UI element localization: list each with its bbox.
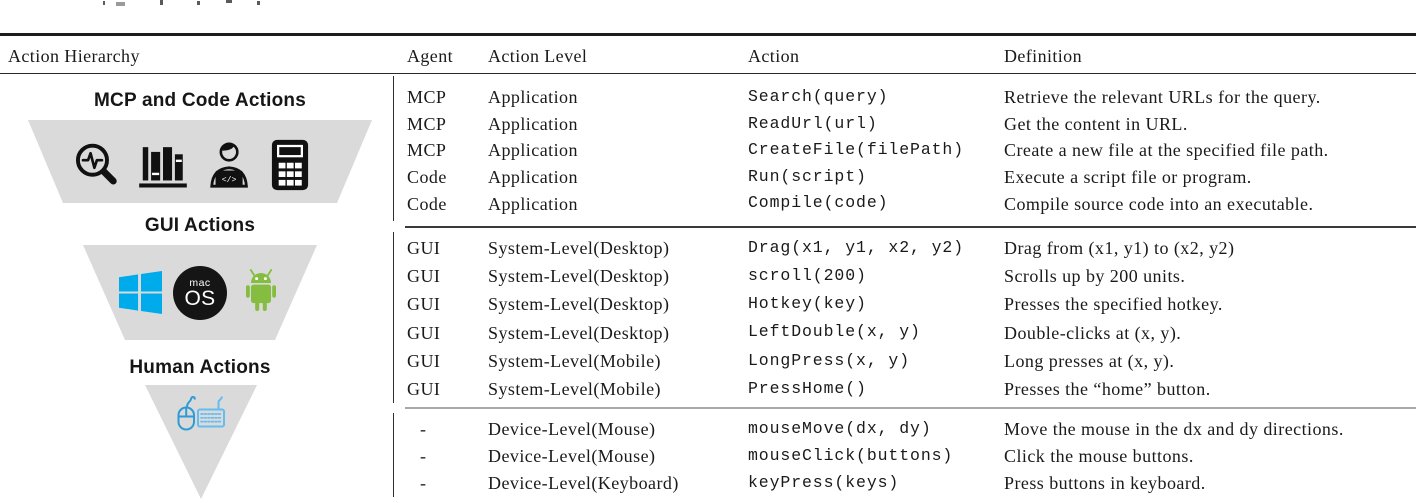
cell-action: LeftDouble(x, y) <box>748 322 921 342</box>
table-row <box>407 164 1414 191</box>
books-icon <box>138 139 188 191</box>
cell-definition: Click the mouse buttons. <box>1004 446 1194 467</box>
cell-agent: MCP <box>407 87 447 108</box>
cell-action-level: Device-Level(Mouse) <box>488 446 656 467</box>
calculator-icon <box>267 139 313 191</box>
svg-text:</>: </> <box>221 175 237 185</box>
cell-action-level: System-Level(Mobile) <box>488 350 661 371</box>
cell-action-level: Application <box>488 87 578 108</box>
macos-logo-os-text: OS <box>184 286 216 310</box>
column-divider-segment-3 <box>393 413 394 497</box>
cell-action-level: Device-Level(Mouse) <box>488 419 656 440</box>
cell-definition: Drag from (x1, y1) to (x2, y2) <box>1004 238 1235 259</box>
header-definition: Definition <box>1004 46 1082 66</box>
macos-logo-mac-text: mac <box>189 276 211 289</box>
table-group-device <box>407 416 1414 497</box>
cell-agent: GUI <box>407 322 441 343</box>
cell-action-level: Application <box>488 140 578 161</box>
cell-definition: Press buttons in keyboard. <box>1004 473 1206 494</box>
cell-definition: Presses the specified hotkey. <box>1004 294 1223 315</box>
table-row <box>407 290 1414 318</box>
cell-action-level: System-Level(Mobile) <box>488 379 661 400</box>
table-row <box>407 443 1414 470</box>
table-row <box>407 137 1414 164</box>
cell-agent: Code <box>407 167 447 188</box>
cell-agent: - <box>420 419 427 440</box>
search-pulse-icon <box>71 138 119 190</box>
cell-action-level: Application <box>488 167 578 188</box>
table-row <box>407 262 1414 290</box>
cell-agent: GUI <box>407 379 441 400</box>
cell-action-level: System-Level(Desktop) <box>488 294 670 315</box>
table-row <box>407 111 1414 138</box>
android-logo <box>237 266 285 314</box>
cell-definition: Scrolls up by 200 units. <box>1004 266 1186 287</box>
cell-action: mouseClick(buttons) <box>748 446 954 466</box>
developer-icon <box>202 137 254 192</box>
table-group-mcp-code <box>407 84 1414 217</box>
group-separator-rule-2 <box>405 407 1416 410</box>
table-row <box>407 190 1414 217</box>
cell-action-level: System-Level(Desktop) <box>488 238 670 259</box>
cell-action: Drag(x1, y1, x2, y2) <box>748 237 965 257</box>
cell-action: keyPress(keys) <box>748 472 900 492</box>
table-group-gui <box>407 234 1414 403</box>
cell-definition: Retrieve the relevant URLs for the query. <box>1004 87 1321 108</box>
cell-definition: Get the content in URL. <box>1004 113 1188 134</box>
cell-definition: Compile source code into an executable. <box>1004 193 1314 214</box>
group-separator-rule-1 <box>405 226 1416 228</box>
table-row <box>407 319 1414 347</box>
cell-action: PressHome() <box>748 378 867 398</box>
cell-action-level: Application <box>488 113 578 134</box>
cell-definition: Presses the “home” button. <box>1004 379 1211 400</box>
cell-action: scroll(200) <box>748 266 867 286</box>
table-row <box>407 416 1414 443</box>
cell-action: ReadUrl(url) <box>748 113 878 133</box>
cell-action-level: Application <box>488 193 578 214</box>
cell-agent: GUI <box>407 238 441 259</box>
table-row <box>407 470 1414 497</box>
table-top-rule <box>0 33 1416 36</box>
level-label-gui: GUI Actions <box>144 215 256 236</box>
cell-action: mouseMove(dx, dy) <box>748 419 932 439</box>
cell-action: Hotkey(key) <box>748 294 867 314</box>
header-action: Action <box>748 46 800 66</box>
level-label-mcp-code: MCP and Code Actions <box>94 90 306 111</box>
cell-action: Compile(code) <box>748 193 889 213</box>
cell-agent: - <box>420 473 427 494</box>
cell-agent: GUI <box>407 294 441 315</box>
cell-definition: Long presses at (x, y). <box>1004 350 1175 371</box>
table-row <box>407 375 1414 403</box>
cell-definition: Move the mouse in the dx and dy directions. <box>1004 419 1344 440</box>
table-row <box>407 347 1414 375</box>
macos-logo <box>173 266 227 320</box>
cell-action: Run(script) <box>748 166 867 186</box>
table-row <box>407 234 1414 262</box>
cell-definition: Execute a script file or program. <box>1004 167 1252 188</box>
table-row <box>407 84 1414 111</box>
cell-agent: MCP <box>407 140 447 161</box>
header-agent: Agent <box>407 46 453 66</box>
cell-action-level: System-Level(Desktop) <box>488 322 670 343</box>
cell-definition: Create a new file at the specified file path. <box>1004 140 1329 161</box>
cell-agent: GUI <box>407 266 441 287</box>
header-action-hierarchy: Action Hierarchy <box>8 46 140 66</box>
keyboard-icon <box>198 397 224 426</box>
table-header-rule <box>0 73 1416 74</box>
cell-agent: Code <box>407 193 447 214</box>
human-input-icons <box>175 394 227 434</box>
cell-action-level: System-Level(Desktop) <box>488 266 670 287</box>
table-header-row <box>0 46 1416 72</box>
cell-agent: MCP <box>407 113 447 134</box>
cell-agent: - <box>420 446 427 467</box>
cell-action: Search(query) <box>748 87 889 107</box>
cell-action-level: Device-Level(Keyboard) <box>488 473 679 494</box>
cell-action: LongPress(x, y) <box>748 350 911 370</box>
header-action-level: Action Level <box>488 46 588 66</box>
cell-definition: Double-clicks at (x, y). <box>1004 322 1182 343</box>
cell-action: CreateFile(filePath) <box>748 140 965 160</box>
level-label-human: Human Actions <box>129 357 271 378</box>
cell-agent: GUI <box>407 350 441 371</box>
mouse-icon <box>179 397 195 429</box>
windows-logo <box>118 271 163 314</box>
